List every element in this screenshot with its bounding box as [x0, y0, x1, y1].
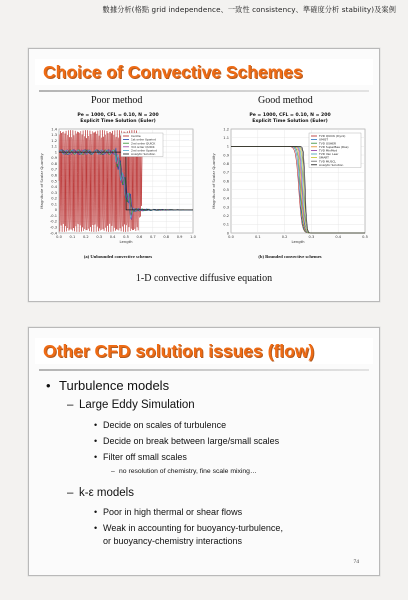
legend-label: Analytic Solution — [131, 152, 156, 157]
bullet-item: – no resolution of chemistry, fine scale mixing… — [111, 468, 257, 475]
y-tick-label: -0.4 — [49, 231, 57, 236]
x-tick-label: 0.0 — [228, 235, 234, 239]
x-tick-label: 0.0 — [56, 235, 62, 239]
slide-cfd-issues — [28, 327, 380, 576]
right-plot — [209, 111, 371, 263]
y-tick-label: 0.1 — [51, 202, 57, 207]
y-tick-label: 0.9 — [51, 156, 57, 161]
page-number: 74 — [353, 559, 359, 565]
x-tick-label: 0.5 — [123, 235, 129, 239]
slide-convective-schemes — [28, 48, 380, 302]
y-tick-label: 1 — [226, 144, 229, 149]
x-tick-label: 0.5 — [362, 235, 368, 239]
bullet-item: • Filter off small scales — [94, 452, 187, 462]
y-tick-label: 0.1 — [223, 222, 229, 227]
y-tick-label: 0.4 — [223, 196, 229, 201]
slide-title: Other CFD solution issues (flow) — [43, 341, 315, 361]
x-tick-label: 0.4 — [335, 235, 342, 239]
legend-label: 3rd order QUICK — [131, 144, 155, 149]
good-method-label: Good method — [258, 95, 313, 106]
x-tick-label: 0.1 — [69, 235, 76, 239]
y-tick-label: 0.8 — [51, 161, 57, 166]
y-tick-label: 1 — [54, 150, 57, 155]
x-tick-label: 0.7 — [149, 235, 156, 239]
y-tick-label: 0.2 — [51, 196, 57, 201]
y-tick-label: 1.1 — [223, 135, 229, 140]
y-tick-label: -0.1 — [49, 213, 57, 218]
y-tick-label: 1.2 — [51, 138, 57, 143]
slide-caption: 1-D convective diffusive equation — [135, 273, 273, 284]
title-bar — [35, 59, 373, 85]
y-tick-label: 0.7 — [51, 167, 57, 172]
x-axis-label: Length — [291, 239, 305, 244]
bullet-item: • Turbulence models — [46, 378, 170, 393]
poor-method-label: Poor method — [91, 95, 143, 106]
legend-label: TVD MinMod — [319, 148, 338, 153]
y-tick-label: 0.6 — [51, 173, 57, 178]
right-plot-subtitle-1: Pe = 1000, CFL = 0.10, N = 200 — [249, 113, 331, 118]
y-tick-label: 0.6 — [223, 179, 229, 184]
page-header — [0, 5, 408, 15]
y-tick-label: 0.2 — [223, 213, 229, 218]
right-plot-svg — [209, 125, 371, 265]
y-tick-label: 0.7 — [223, 170, 229, 175]
x-tick-label: 0.6 — [136, 235, 143, 239]
y-tick-label: 1.2 — [223, 127, 229, 132]
y-tick-label: 0.4 — [51, 185, 57, 190]
slide-title: Choice of Convective Schemes — [43, 62, 303, 82]
bullet-item: – k-ε models — [67, 487, 134, 499]
y-tick-label: 0.3 — [223, 205, 229, 210]
bullet-item: • Decide on scales of turbulence — [94, 420, 227, 430]
legend-label: SMART — [319, 155, 329, 160]
bullet-item: • Decide on break between large/small scales — [94, 436, 280, 446]
x-tick-label: 1.0 — [190, 235, 196, 239]
title-divider — [39, 90, 369, 92]
x-tick-label: 0.9 — [176, 235, 183, 239]
legend-label: Centre — [131, 134, 141, 139]
x-axis-label: Length — [119, 239, 133, 244]
bullet-item: • Poor in high thermal or shear flows — [94, 507, 243, 517]
left-plot-subtitle-1: Pe = 1000, CFL = 0.10, N = 200 — [77, 113, 159, 118]
legend-label: TVD Van Leer — [319, 152, 339, 157]
y-tick-label: 1.1 — [51, 144, 57, 149]
y-tick-label: 0.5 — [223, 187, 229, 192]
title-divider — [39, 369, 369, 371]
x-tick-label: 0.2 — [281, 235, 288, 239]
y-tick-label: 0.3 — [51, 190, 57, 195]
legend-label: TVD OSHER — [319, 141, 337, 146]
y-tick-label: -0.3 — [49, 225, 57, 230]
y-tick-label: 1.3 — [51, 133, 57, 138]
legend-label: UMIST — [319, 137, 329, 142]
x-tick-label: 0.4 — [109, 235, 116, 239]
y-axis-label: Magnitude of Scalar Quantity — [211, 153, 216, 209]
legend-label: 2nd order QUICK — [131, 141, 156, 146]
y-tick-label: 0.8 — [223, 161, 229, 166]
y-tick-label: 0.9 — [223, 153, 229, 158]
right-plot-caption: (b) Bounded convective schemes — [258, 254, 322, 259]
legend-label: 2nd order Upwind — [131, 148, 157, 153]
bullet-item: or buoyancy-chemistry interactions — [103, 536, 243, 546]
header-text: 數據分析(格點 grid independence、一致性 consistency、準確度分析 stability)及案例 — [102, 5, 396, 14]
legend-label: TVD MUSCL — [319, 159, 336, 164]
x-tick-label: 0.1 — [254, 235, 261, 239]
x-tick-label: 0.2 — [82, 235, 89, 239]
x-tick-label: 0.3 — [96, 235, 103, 239]
title-bar — [35, 338, 373, 364]
y-tick-label: 0.5 — [51, 179, 57, 184]
left-plot-caption: (a) Unbounded convective schemes — [83, 254, 153, 259]
left-plot-svg — [37, 125, 199, 265]
legend-label: 1st order Upwind — [131, 137, 156, 142]
legend-label: TVD QUICK (Dyck) — [319, 134, 346, 139]
left-plot-subtitle-2: Explicit Time Solution (Euler) — [80, 119, 156, 124]
y-tick-label: 0 — [226, 231, 229, 236]
legend-label: Analytic Solution — [319, 162, 344, 167]
bullet-item: • Weak in accounting for buoyancy-turbulence, — [94, 523, 283, 533]
y-tick-label: -0.2 — [49, 219, 57, 224]
right-plot-subtitle-2: Explicit Time Solution (Euler) — [252, 119, 328, 124]
bullet-item: – Large Eddy Simulation — [67, 399, 195, 411]
y-tick-label: 0 — [54, 208, 57, 213]
y-tick-label: 1.4 — [51, 127, 57, 132]
y-axis-label: Magnitude of Scalar Quantity — [39, 153, 44, 209]
x-tick-label: 0.8 — [163, 235, 170, 239]
x-tick-label: 0.3 — [308, 235, 315, 239]
left-plot — [37, 111, 199, 263]
legend-label: TVD SuperBee (Roe) — [319, 144, 349, 149]
